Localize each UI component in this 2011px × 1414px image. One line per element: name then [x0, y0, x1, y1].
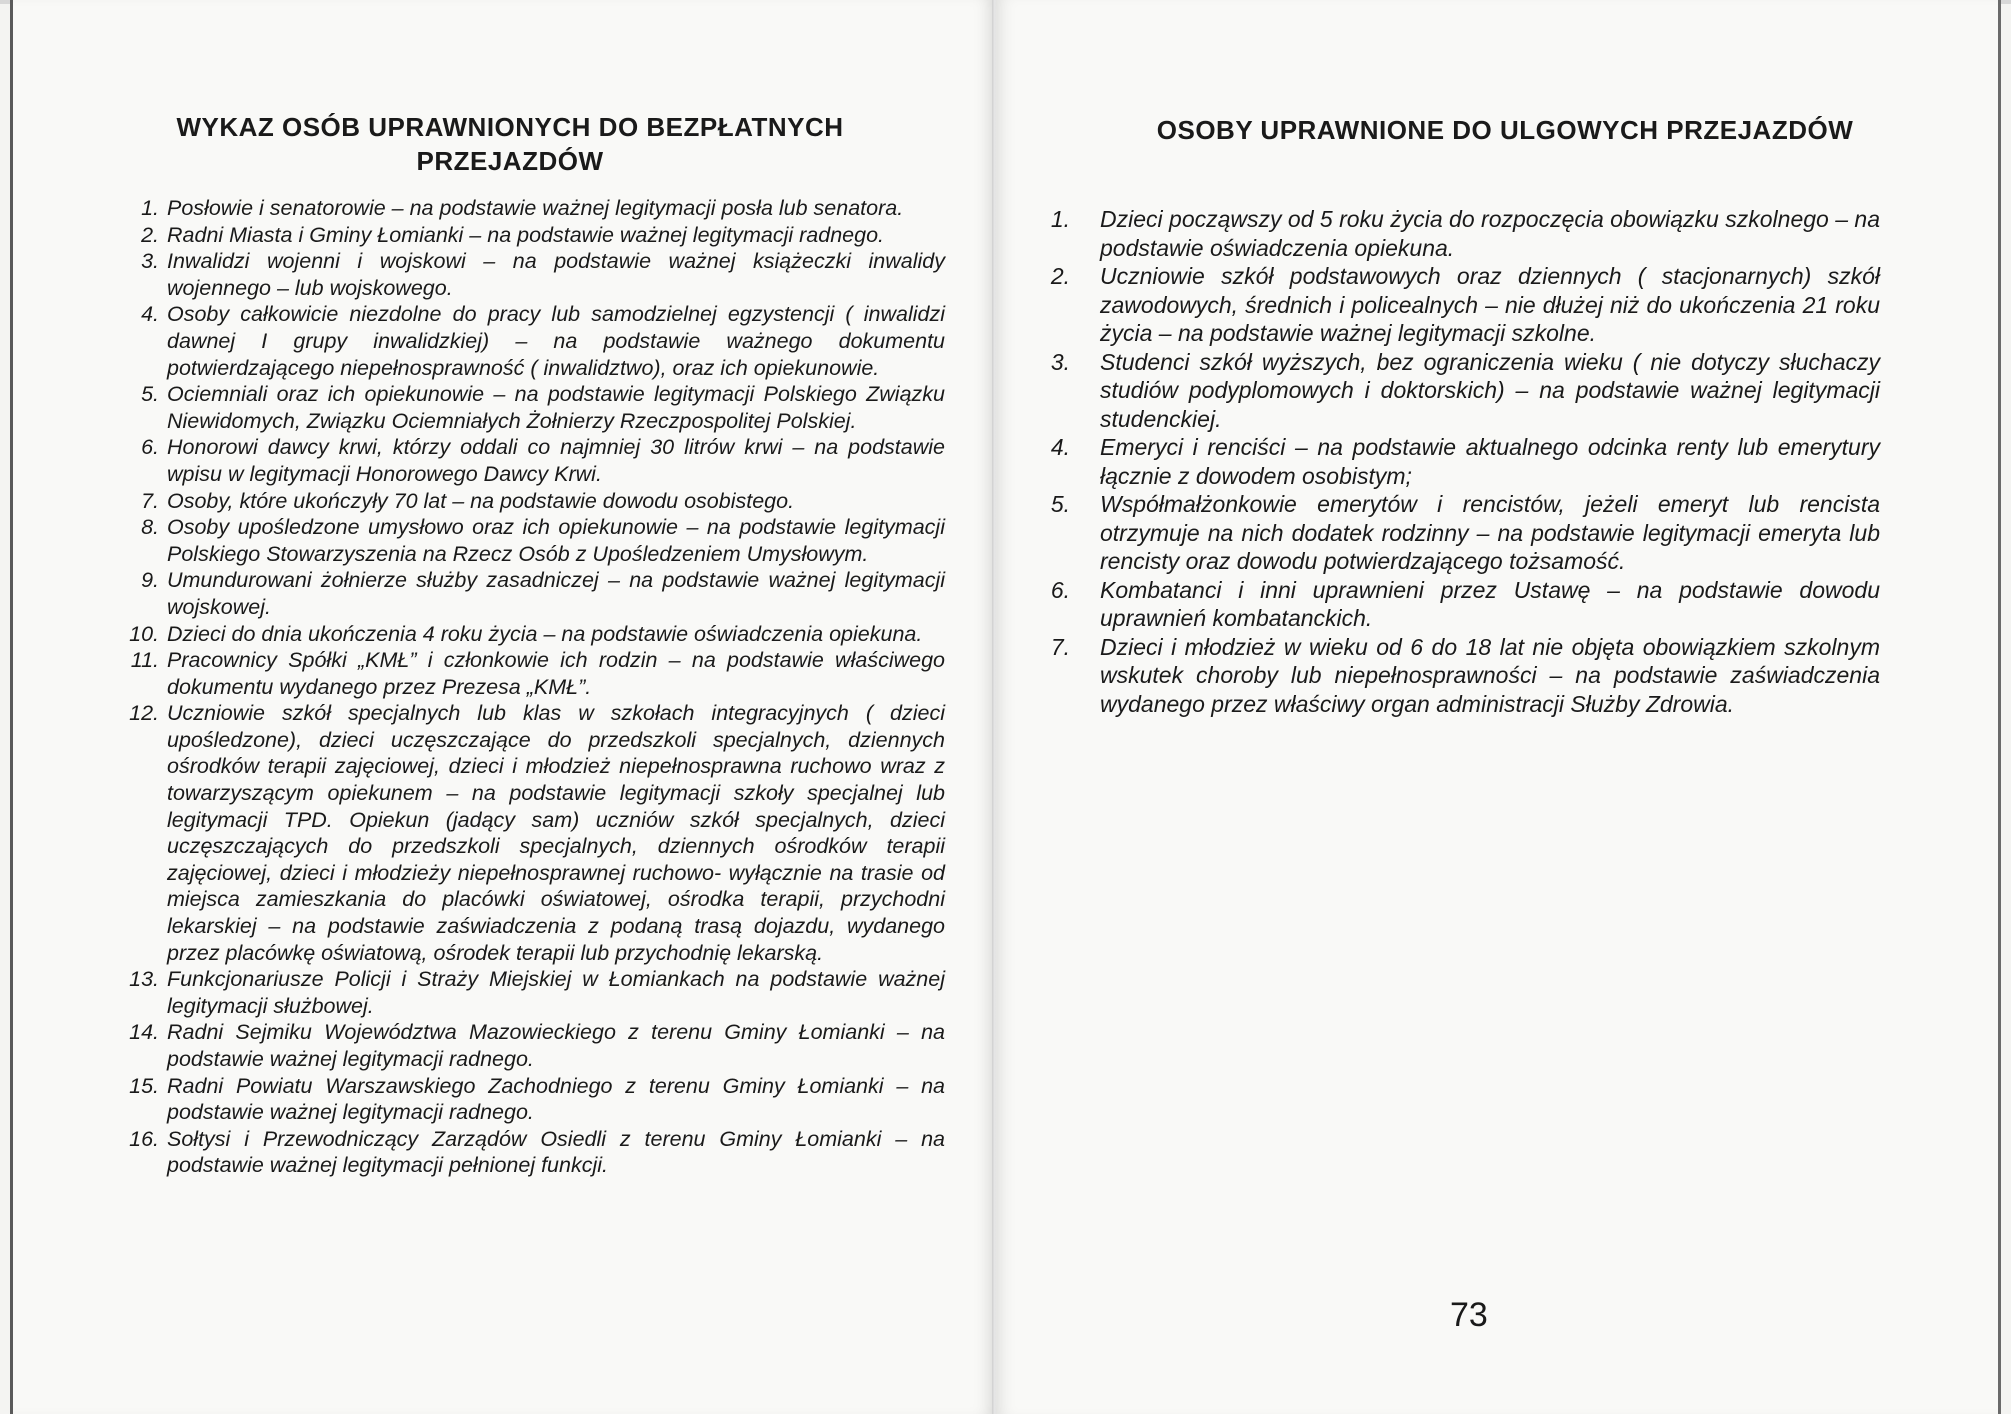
list-item	[115, 434, 945, 487]
list-item	[1040, 348, 1880, 434]
item-text: Pracownicy Spółki „KMŁ” i członkowie ich rodzin – na podstawie właściwego dokumentu wydanego przez Prezesa „KMŁ”.	[167, 648, 945, 699]
list-item	[115, 966, 945, 1019]
item-number: 15.	[129, 1073, 159, 1098]
item-number: 1.	[1050, 206, 1070, 232]
item-number: 5.	[1050, 491, 1070, 517]
item-text: Osoby, które ukończyły 70 lat – na podstawie dowodu osobistego.	[167, 488, 795, 513]
list-item	[115, 381, 945, 434]
item-text: Radni Powiatu Warszawskiego Zachodniego z terenu Gminy Łomianki – na podstawie ważnej legitymacji radnego.	[167, 1073, 945, 1125]
list-item	[1040, 490, 1880, 576]
list-item	[115, 301, 945, 381]
list-item	[115, 647, 945, 700]
list-item	[115, 700, 945, 966]
item-text: Honorowi dawcy krwi, którzy oddali co najmniej 30 litrów krwi – na podstawie wpisu w legitymacji Honorowego Dawcy Krwi.	[167, 435, 945, 486]
item-text: Emeryci i renciści – na podstawie aktualnego odcinka renty lub emerytury łącznie z dowodem osobistym;	[1100, 434, 1880, 489]
item-number: 6.	[141, 435, 159, 460]
list-item	[115, 195, 945, 222]
list-item	[115, 488, 945, 515]
item-text: Funkcjonariusze Policji i Straży Miejskiej w Łomiankach na podstawie ważnej legitymacji służbowej.	[167, 967, 945, 1018]
list-item	[115, 1019, 945, 1072]
item-text: Osoby całkowicie niezdolne do pracy lub samodzielnej egzystencji ( inwalidzi dawnej I grupy inwalidzkiej) – na podstawie ważnego dokumentu potwierdzającego niepełnosprawność ( inwalidztwo), oraz ich opiekunowie.	[167, 302, 945, 380]
item-number: 9.	[141, 568, 159, 593]
item-number: 6.	[1050, 576, 1070, 603]
list-item	[1040, 633, 1880, 719]
free-travel-list	[115, 195, 945, 1179]
item-text: Radni Sejmiku Województwa Mazowieckiego z terenu Gminy Łomianki – na podstawie ważnej legitymacji radnego.	[167, 1020, 945, 1071]
item-text: Inwalidzi wojenni i wojskowi – na podstawie ważnej książeczki inwalidy wojennego – lub wojskowego.	[167, 249, 945, 300]
list-item	[115, 248, 945, 301]
list-item	[115, 1126, 945, 1179]
page-number: 73	[1450, 1296, 1488, 1334]
item-number: 13.	[129, 967, 159, 992]
list-item	[1040, 262, 1880, 348]
item-number: 7.	[1050, 633, 1070, 660]
item-text: Umundurowani żołnierze służby zasadniczej – na podstawie ważnej legitymacji wojskowej.	[167, 568, 945, 619]
item-number: 4.	[1050, 434, 1070, 460]
list-item	[115, 1073, 945, 1126]
list-item	[115, 514, 945, 567]
item-number: 3.	[141, 249, 159, 274]
item-number: 7.	[141, 488, 159, 513]
list-item	[1040, 205, 1880, 262]
item-number: 2.	[1050, 263, 1070, 289]
item-number: 8.	[141, 515, 159, 540]
item-text: Sołtysi i Przewodniczący Zarządów Osiedli z terenu Gminy Łomianki – na podstawie ważnej legitymacji pełnionej funkcji.	[167, 1126, 945, 1178]
item-number: 4.	[141, 302, 159, 327]
item-text: Ociemniali oraz ich opiekunowie – na podstawie legitymacji Polskiego Związku Niewidomych, Związku Ociemniałych Żołnierzy Rzeczpospolitej Polskiej.	[167, 382, 945, 433]
right-page-title: OSOBY UPRAWNIONE DO ULGOWYCH PRZEJAZDÓW	[1156, 115, 1854, 145]
item-text: Kombatanci i inni uprawnieni przez Ustawę – na podstawie dowodu uprawnień kombatanckich.	[1100, 576, 1880, 631]
item-text: Radni Miasta i Gminy Łomianki – na podstawie ważnej legitymacji radnego.	[167, 222, 885, 247]
item-text: Uczniowie szkół specjalnych lub klas w szkołach integracyjnych ( dzieci upośledzone), dzieci uczęszczające do przedszkoli specjalnych, dziennych ośrodków terapii zajęciowej, dzieci i młodzież niepełnosprawna ruchowo wraz z towarzyszącym opiekunem – na podstawie legitymacji szkoły specjalnej lub legitymacji TPD. Opiekun (jadący sam) uczniów szkół specjalnych, dzieci uczęszczających do przedszkoli specjalnych, dziennych ośrodków terapii zajęciowej, dzieci i młodzieży niepełnosprawnej ruchowo- wyłącznie na trasie od miejsca zamieszkania do placówki oświatowej, ośrodka terapii, przychodni lekarskiej – na podstawie zaświadczenia z podaną trasą dojazdu, wydanego przez placówkę oświatową, ośrodek terapii lub przychodnię lekarską.	[167, 701, 945, 965]
list-item	[115, 567, 945, 620]
item-number: 12.	[129, 701, 159, 726]
item-number: 5.	[141, 382, 159, 407]
item-number: 11.	[130, 648, 159, 673]
item-number: 10.	[129, 621, 159, 646]
item-text: Dzieci i młodzież w wieku od 6 do 18 lat nie objęta obowiązkiem szkolnym wskutek choroby lub niepełnosprawności – na podstawie zaświadczenia wydanego przez właściwy organ administracji Służby Zdrowia.	[1100, 633, 1880, 717]
list-item	[115, 222, 945, 249]
item-number: 16.	[129, 1126, 159, 1151]
left-page-title: WYKAZ OSÓB UPRAWNIONYCH DO BEZPŁATNYCH PRZEJAZDÓW	[176, 112, 844, 176]
list-item	[1040, 433, 1880, 490]
item-number: 1.	[141, 196, 159, 220]
item-number: 2.	[141, 222, 159, 247]
item-number: 3.	[1050, 348, 1070, 375]
item-text: Dzieci do dnia ukończenia 4 roku życia – na podstawie oświadczenia opiekuna.	[167, 621, 923, 646]
item-text: Posłowie i senatorowie – na podstawie ważnej legitymacji posła lub senatora.	[167, 196, 904, 220]
list-item	[115, 621, 945, 648]
item-text: Uczniowie szkół podstawowych oraz dziennych ( stacjonarnych) szkół zawodowych, średnich i policealnych – nie dłużej niż do ukończenia 21 roku życia – na podstawie ważnej legitymacji szkolne.	[1100, 263, 1880, 346]
list-item	[1040, 576, 1880, 633]
item-text: Studenci szkół wyższych, bez ograniczenia wieku ( nie dotyczy słuchaczy studiów podyplomowych i doktorskich) – na podstawie ważnej legitymacji studenckiej.	[1100, 348, 1880, 432]
item-number: 14.	[129, 1020, 159, 1045]
item-text: Współmałżonkowie emerytów i rencistów, jeżeli emeryt lub rencista otrzymuje na nich dodatek rodzinny – na podstawie legitymacji emeryta lub rencisty oraz dowodu potwierdzającego tożsamość.	[1100, 491, 1880, 574]
item-text: Osoby upośledzone umysłowo oraz ich opiekunowie – na podstawie legitymacji Polskiego Stowarzyszenia na Rzecz Osób z Upośledzeniem Umysłowym.	[167, 515, 945, 566]
reduced-fare-list	[1040, 205, 1880, 718]
item-text: Dzieci począwszy od 5 roku życia do rozpoczęcia obowiązku szkolnego – na podstawie oświadczenia opiekuna.	[1100, 206, 1880, 261]
